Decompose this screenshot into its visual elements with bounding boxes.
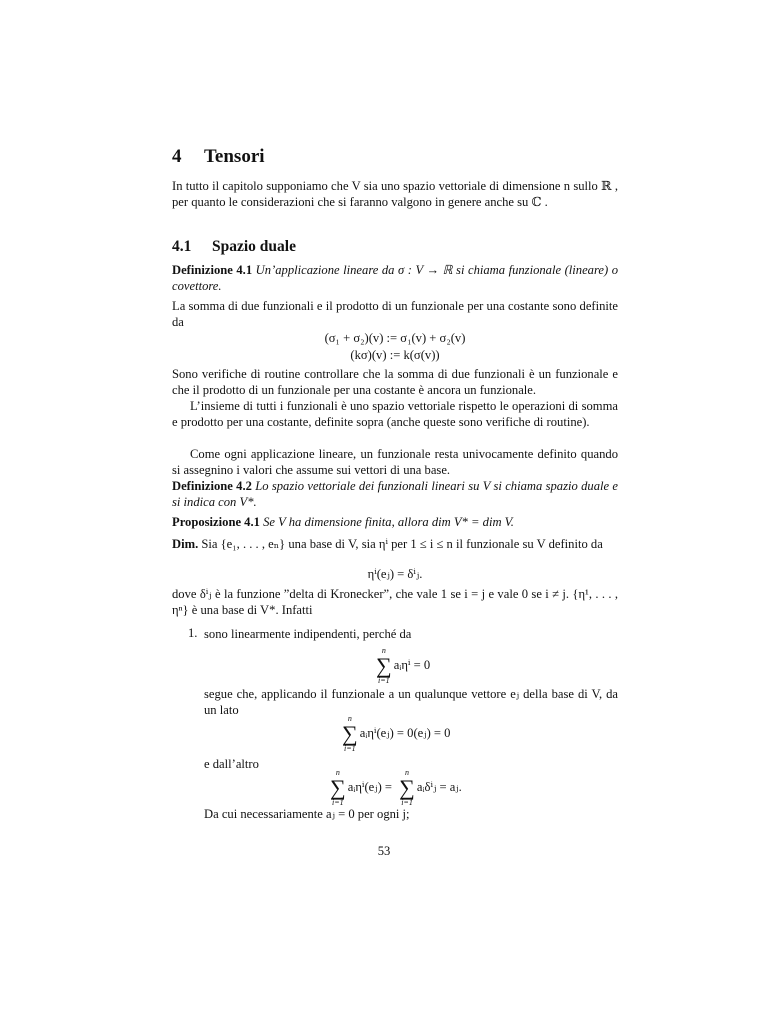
equation-body: aᵢηⁱ = 0: [393, 657, 431, 672]
paragraph-conclusione: Da cui necessariamente aⱼ = 0 per ogni j;: [204, 807, 410, 821]
proof-text: Sia {e₁, . . . , eₙ} una base di V, sia ηⁱ per 1 ≤ i ≤ n il funzionale su V definito da: [201, 537, 603, 551]
list-item-1-marker: 1.: [188, 626, 198, 640]
page-number: 53: [377, 844, 391, 858]
definition-label: Definizione 4.1: [172, 263, 253, 277]
equation-left: aᵢηⁱ(eⱼ) =: [347, 779, 393, 794]
equation-scalar-functional: (kσ)(v) := k(σ(v)): [350, 348, 440, 362]
summation: [376, 646, 392, 686]
section-heading: [172, 238, 296, 256]
sum-lower-limit: i=1: [332, 798, 344, 807]
paragraph-altro: e dall’altro: [204, 757, 259, 771]
proof-label: Dim.: [172, 537, 199, 551]
paragraph-segue: segue che, applicando il funzionale a un qualunque vettore eⱼ della base di V, da un lato: [204, 687, 618, 717]
chapter-number: 4: [172, 146, 182, 167]
sum-lower-limit: i=1: [344, 744, 356, 753]
proposition-text: Se V ha dimensione finita, allora dim V* = dim V.: [263, 515, 514, 529]
definition-label: Definizione 4.2: [172, 479, 252, 493]
paragraph-dove: dove δⁱⱼ è la funzione ”delta di Kronecker”, che vale 1 se i = j e vale 0 se i ≠ j. {η¹, . . . , ηⁿ} è una base di V*. Infatti: [172, 587, 618, 617]
proposition-label: Proposizione 4.1: [172, 515, 260, 529]
paragraph-come: Come ogni applicazione lineare, un funzionale resta univocamente definito quando si assegnino i valori che assume sui vettori di una base.: [172, 447, 618, 477]
equation-apply-delta: [330, 768, 462, 808]
equation-linear-combination: [376, 646, 430, 686]
equation-kronecker: ηⁱ(eⱼ) = δⁱⱼ.: [367, 567, 423, 581]
equation-body: aᵢηⁱ(eⱼ) = 0(eⱼ) = 0: [359, 725, 451, 740]
equation-sum-functionals: (σ₁ + σ₂)(v) := σ₁(v) + σ₂(v): [324, 331, 466, 345]
proof-start: [172, 536, 618, 552]
definition-text: Un’applicazione lineare da σ : V → ℝ si chiama funzionale (lineare) o covettore.: [172, 263, 618, 293]
definition-4-2: [172, 478, 618, 510]
chapter-title: Tensori: [204, 146, 265, 167]
proposition-4-1: [172, 514, 618, 530]
sum-upper-limit: n: [347, 714, 352, 723]
sum-upper-limit: n: [335, 768, 340, 777]
equation-apply-zero: [342, 714, 450, 754]
sigma-symbol: ∑: [330, 775, 346, 800]
intro-paragraph: In tutto il capitolo supponiamo che V sia uno spazio vettoriale di dimensione n sullo ℝ , per quanto le considerazioni che si faranno valgono in genere anche su ℂ .: [172, 179, 618, 209]
definition-text: Lo spazio vettoriale dei funzionali lineari su V si chiama spazio duale e si indica con V*.: [172, 479, 618, 509]
paragraph-verifiche: Sono verifiche di routine controllare che la somma di due funzionali è un funzionale e che il prodotto di un funzionale per una costante è ancora un funzionale.: [172, 367, 618, 397]
sum-upper-limit: n: [381, 646, 386, 655]
sigma-symbol: ∑: [342, 721, 358, 746]
sum-lower-limit: i=1: [401, 798, 413, 807]
section-number: 4.1: [172, 238, 192, 255]
summation: [399, 768, 415, 808]
summation: [330, 768, 346, 808]
summation: [342, 714, 358, 754]
paragraph-insieme: L’insieme di tutti i funzionali è uno spazio vettoriale rispetto le operazioni di somma e prodotto per una costante, definite sopra (anche queste sono verifiche di routine).: [172, 399, 618, 429]
sum-lower-limit: i=1: [378, 676, 390, 685]
paragraph-somma: La somma di due funzionali e il prodotto di un funzionale per una costante sono definite da: [172, 299, 618, 329]
sigma-symbol: ∑: [376, 653, 392, 678]
sum-upper-limit: n: [405, 768, 410, 777]
definition-4-1: [172, 262, 618, 294]
chapter-heading: [172, 146, 265, 168]
equation-right: aᵢδⁱⱼ = aⱼ.: [416, 779, 462, 794]
list-item-1-text: sono linearmente indipendenti, perché da: [204, 627, 412, 641]
section-title: Spazio duale: [212, 238, 296, 255]
sigma-symbol: ∑: [399, 775, 415, 800]
